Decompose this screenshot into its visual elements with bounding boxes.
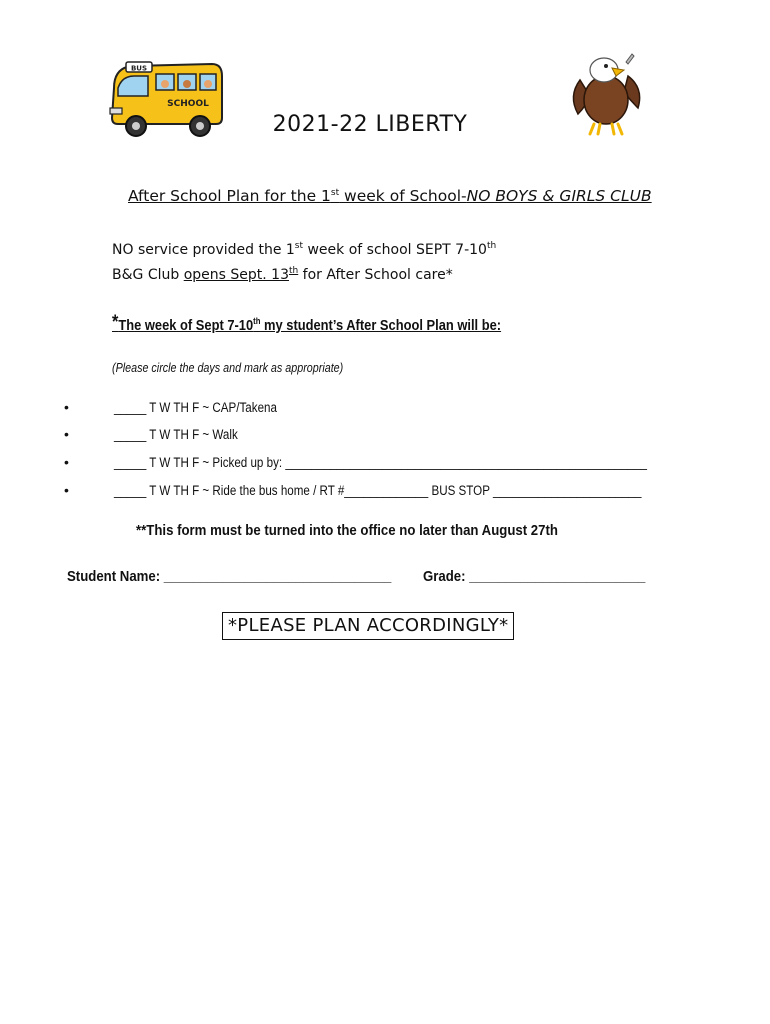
bullet-icon: • — [64, 399, 69, 415]
plan-accordingly-banner: *PLEASE PLAN ACCORDINGLY* — [222, 612, 514, 640]
page-title: 2021-22 LIBERTY — [272, 112, 468, 137]
option-text: _____ T W TH F ~ Ride the bus home / RT #_____________ BUS STOP _______________________ — [114, 483, 642, 498]
club-opening-notice: B&G Club opens Sept. 13th for After School care* — [112, 266, 453, 283]
option-picked-up[interactable] — [64, 455, 724, 475]
student-name-field[interactable]: Student Name: _______________________________ — [67, 568, 392, 585]
option-cap-takena[interactable] — [64, 400, 724, 420]
grade-field[interactable]: Grade: ________________________ — [423, 568, 646, 585]
svg-text:SCHOOL: SCHOOL — [167, 99, 209, 109]
no-service-notice: NO service provided the 1st week of school SEPT 7-10th — [112, 241, 497, 258]
plan-heading: *The week of Sept 7-10th my student’s After School Plan will be: — [112, 312, 502, 334]
option-text: _____ T W TH F ~ Picked up by: ________________________________________________________ — [114, 455, 647, 470]
bullet-icon: • — [64, 482, 69, 498]
option-text: _____ T W TH F ~ CAP/Takena — [114, 400, 277, 415]
option-ride-bus[interactable] — [64, 483, 724, 503]
circle-instruction: (Please circle the days and mark as appropriate) — [112, 361, 344, 375]
bullet-icon: • — [64, 426, 69, 442]
office-deadline-note: **This form must be turned into the office no later than August 27th — [136, 522, 558, 539]
bullet-icon: • — [64, 454, 69, 470]
form-subtitle: After School Plan for the 1st week of School-NO BOYS & GIRLS CLUB — [128, 187, 652, 205]
option-text: _____ T W TH F ~ Walk — [114, 427, 238, 442]
option-walk[interactable] — [64, 427, 724, 447]
svg-text:BUS: BUS — [130, 64, 148, 73]
